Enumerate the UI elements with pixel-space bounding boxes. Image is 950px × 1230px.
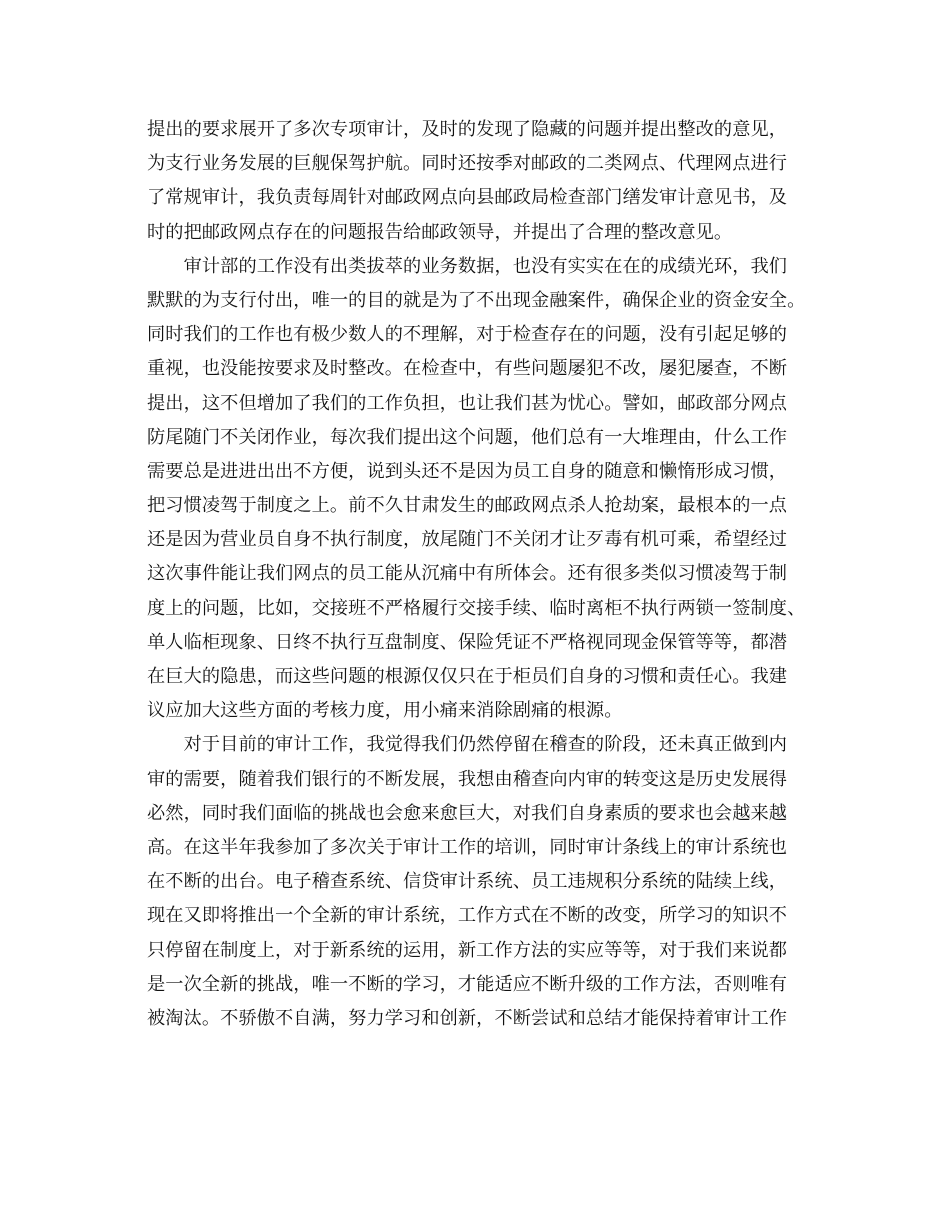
text-line: 这次事件能让我们网点的员工能从沉痛中有所体会。还有很多类似习惯凌驾于制	[147, 563, 788, 585]
text-line: 默默的为支行付出，唯一的目的就是为了不出现金融案件，确保企业的资金安全。	[147, 289, 806, 311]
text-line: 需要总是进进出出不方便，说到头还不是因为员工自身的随意和懒惰形成习惯，	[147, 460, 788, 482]
text-line: 必然，同时我们面临的挑战也会愈来愈巨大，对我们自身素质的要求也会越来越	[147, 802, 788, 824]
text-line: 现在又即将推出一个全新的审计系统，工作方式在不断的改变，所学习的知识不	[147, 905, 788, 927]
text-line: 提出，这不但增加了我们的工作负担，也让我们甚为忧心。譬如，邮政部分网点	[147, 392, 788, 414]
text-line: 把习惯凌驾于制度之上。前不久甘肃发生的邮政网点杀人抢劫案，最根本的一点	[147, 495, 788, 517]
text-line: 时的把邮政网点存在的问题报告给邮政领导，并提出了合理的整改意见。	[147, 221, 733, 243]
body-text	[147, 113, 807, 1036]
text-line: 防尾随门不关闭作业，每次我们提出这个问题，他们总有一大堆理由，什么工作	[147, 426, 788, 448]
text-line: 对于目前的审计工作，我觉得我们仍然停留在稽查的阶段，还未真正做到内	[147, 734, 788, 756]
text-line: 只停留在制度上，对于新系统的运用，新工作方法的实应等等，对于我们来说都	[147, 939, 788, 961]
text-line: 审的需要，随着我们银行的不断发展，我想由稽查向内审的转变这是历史发展得	[147, 768, 788, 790]
text-line: 单人临柜现象、日终不执行互盘制度、保险凭证不严格视同现金保管等等，都潜	[147, 631, 788, 653]
text-line: 了常规审计，我负责每周针对邮政网点向县邮政局检查部门缮发审计意见书，及	[147, 187, 788, 209]
text-line: 被淘汰。不骄傲不自满，努力学习和创新，不断尝试和总结才能保持着审计工作	[147, 1007, 788, 1029]
text-line: 为支行业务发展的巨舰保驾护航。同时还按季对邮政的二类网点、代理网点进行	[147, 153, 788, 175]
text-line: 同时我们的工作也有极少数人的不理解，对于检查存在的问题，没有引起足够的	[147, 324, 788, 346]
text-line: 审计部的工作没有出类拔萃的业务数据，也没有实实在在的成绩光环，我们	[147, 255, 788, 277]
text-line: 是一次全新的挑战，唯一不断的学习，才能适应不断升级的工作方法，否则唯有	[147, 973, 788, 995]
text-line: 议应加大这些方面的考核力度，用小痛来消除剧痛的根源。	[147, 700, 623, 722]
text-line: 度上的问题，比如，交接班不严格履行交接手续、临时离柜不执行两锁一签制度、	[147, 597, 806, 619]
text-line: 在巨大的隐患，而这些问题的根源仅仅只在于柜员们自身的习惯和责任心。我建	[147, 666, 788, 687]
text-line: 重视，也没能按要求及时整改。在检查中，有些问题屡犯不改，屡犯屡查，不断	[147, 358, 788, 380]
text-line: 高。在这半年我参加了多次关于审计工作的培训，同时审计条线上的审计系统也	[147, 836, 788, 858]
text-line: 在不断的出台。电子稽查系统、信贷审计系统、员工违规积分系统的陆续上线，	[147, 871, 788, 893]
text-line: 提出的要求展开了多次专项审计，及时的发现了隐藏的问题并提出整改的意见，	[147, 119, 788, 140]
text-line: 还是因为营业员自身不执行制度，放尾随门不关闭才让歹毒有机可乘，希望经过	[147, 529, 788, 551]
